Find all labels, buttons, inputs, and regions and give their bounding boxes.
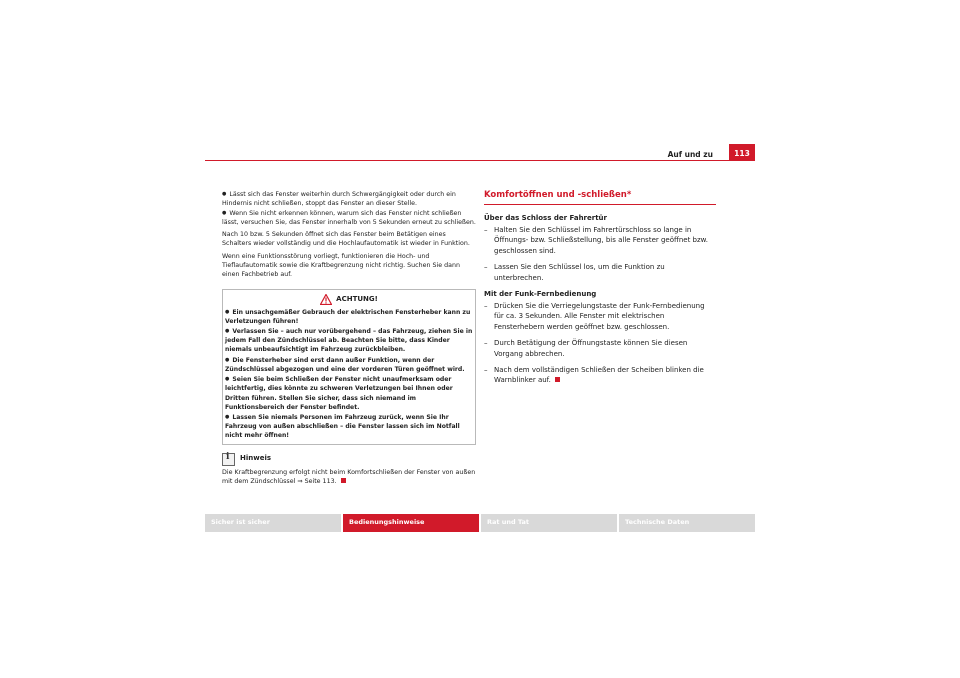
step-item — [484, 262, 716, 283]
dash-marker: – — [484, 339, 488, 348]
header-rule — [205, 160, 755, 161]
warning-box — [222, 289, 476, 445]
note-body — [222, 468, 476, 487]
warning-title: ACHTUNG! — [336, 295, 378, 304]
page-title: Auf und zu — [667, 150, 713, 159]
step-item — [484, 225, 716, 256]
warning-triangle-icon — [320, 294, 332, 305]
step-text: Halten Sie den Schlüssel im Fahrertürschloss so lange in Öffnungs- bzw. Schließstellung, bis alle Fenster geöffnet bzw. geschlossen sind. — [494, 226, 708, 255]
right-column — [484, 190, 716, 392]
step-text: Drücken Sie die Verriegelungstaste der Funk-Fernbedienung für ca. 3 Sekunden. Alle Fenster mit elektrischen Fensterhebern werden geöffnet bzw. geschlossen. — [494, 302, 705, 331]
footer-tabs — [205, 514, 755, 532]
step-item — [484, 365, 716, 386]
tab-rat-und-tat[interactable]: Rat und Tat — [481, 514, 617, 532]
warning-header — [225, 293, 473, 307]
note-title: Hinweis — [240, 454, 272, 463]
dash-marker: – — [484, 226, 488, 234]
bullet-item: ● Wenn Sie nicht erkennen können, warum sich das Fenster nicht schließen lässt, versuchen Sie, das Fenster innerhalb von 5 Sekunden erneut zu schließen. — [222, 209, 476, 228]
warning-item: ● Seien Sie beim Schließen der Fenster nicht unaufmerksam oder leichtfertig, dies könnte zu schweren Verletzungen bei Ihnen oder Dritten führen. Stellen Sie sicher, dass sich niemand im Funktionsbereich der Fenster befindet. — [225, 375, 473, 412]
tab-bedienungshinweise[interactable]: Bedienungshinweise — [343, 514, 479, 532]
warning-item: ● Die Fensterheber sind erst dann außer Funktion, wenn der Zündschlüssel abgezogen und eine der vorderen Türen geöffnet wird. — [225, 356, 473, 374]
tab-technische-daten[interactable]: Technische Daten — [619, 514, 755, 532]
step-item — [484, 338, 716, 359]
tab-sicher-ist-sicher[interactable]: Sicher ist sicher — [205, 514, 341, 532]
warning-item: ● Verlassen Sie – auch nur vorübergehend – das Fahrzeug, ziehen Sie in jedem Fall den Zündschlüssel ab. Beachten Sie bitte, dass Kinder niemals unbeaufsichtigt im Fahrzeug zurückbleiben. — [225, 327, 473, 355]
section-end-marker-icon — [341, 478, 346, 483]
step-text: Durch Betätigung der Öffnungstaste können Sie diesen Vorgang abbrechen. — [494, 339, 688, 358]
info-icon — [222, 453, 235, 466]
note-header — [222, 453, 476, 466]
step-text: Lassen Sie den Schlüssel los, um die Funktion zu unterbrechen. — [494, 263, 665, 282]
paragraph: Wenn eine Funktionsstörung vorliegt, funktionieren die Hoch- und Tieflaufautomatik sowie die Kraftbegrenzung nicht richtig. Suchen Sie dann einen Fachbetrieb auf. — [222, 252, 460, 279]
subsection-title: Mit der Funk-Fernbedienung — [484, 290, 597, 299]
subsection-title: Über das Schloss der Fahrertür — [484, 214, 607, 222]
step-text: Nach dem vollständigen Schließen der Scheiben blinken die Warnblinker auf. — [494, 366, 704, 385]
step-item — [484, 301, 716, 332]
dash-marker: – — [484, 366, 488, 375]
left-column — [222, 190, 476, 486]
section-title: Komfortöffnen und -schließen* — [484, 190, 716, 205]
note-text: Die Kraftbegrenzung erfolgt nicht beim Komfortschließen der Fenster von außen mit dem Zündschlüssel ⇒ Seite 113. — [222, 468, 476, 485]
page-number: 113 — [729, 144, 755, 161]
dash-marker: – — [484, 263, 488, 272]
bullet-item: ● Lässt sich das Fenster weiterhin durch Schwergängigkeit oder durch ein Hindernis nicht schließen, stoppt das Fenster an dieser Stelle. — [222, 190, 476, 209]
warning-item: ● Ein unsachgemäßer Gebrauch der elektrischen Fensterheber kann zu Verletzungen führen! — [225, 308, 473, 326]
section-end-marker-icon — [555, 377, 560, 382]
dash-marker: – — [484, 302, 488, 311]
warning-item: ● Lassen Sie niemals Personen im Fahrzeug zurück, wenn Sie Ihr Fahrzeug von außen abschließen – die Fenster lassen sich im Notfall nicht mehr öffnen! — [225, 413, 473, 441]
paragraph: Nach 10 bzw. 5 Sekunden öffnet sich das Fenster beim Betätigen eines Schalters wieder vollständig und die Hochlaufautomatik ist wieder in Funktion. — [222, 231, 470, 248]
